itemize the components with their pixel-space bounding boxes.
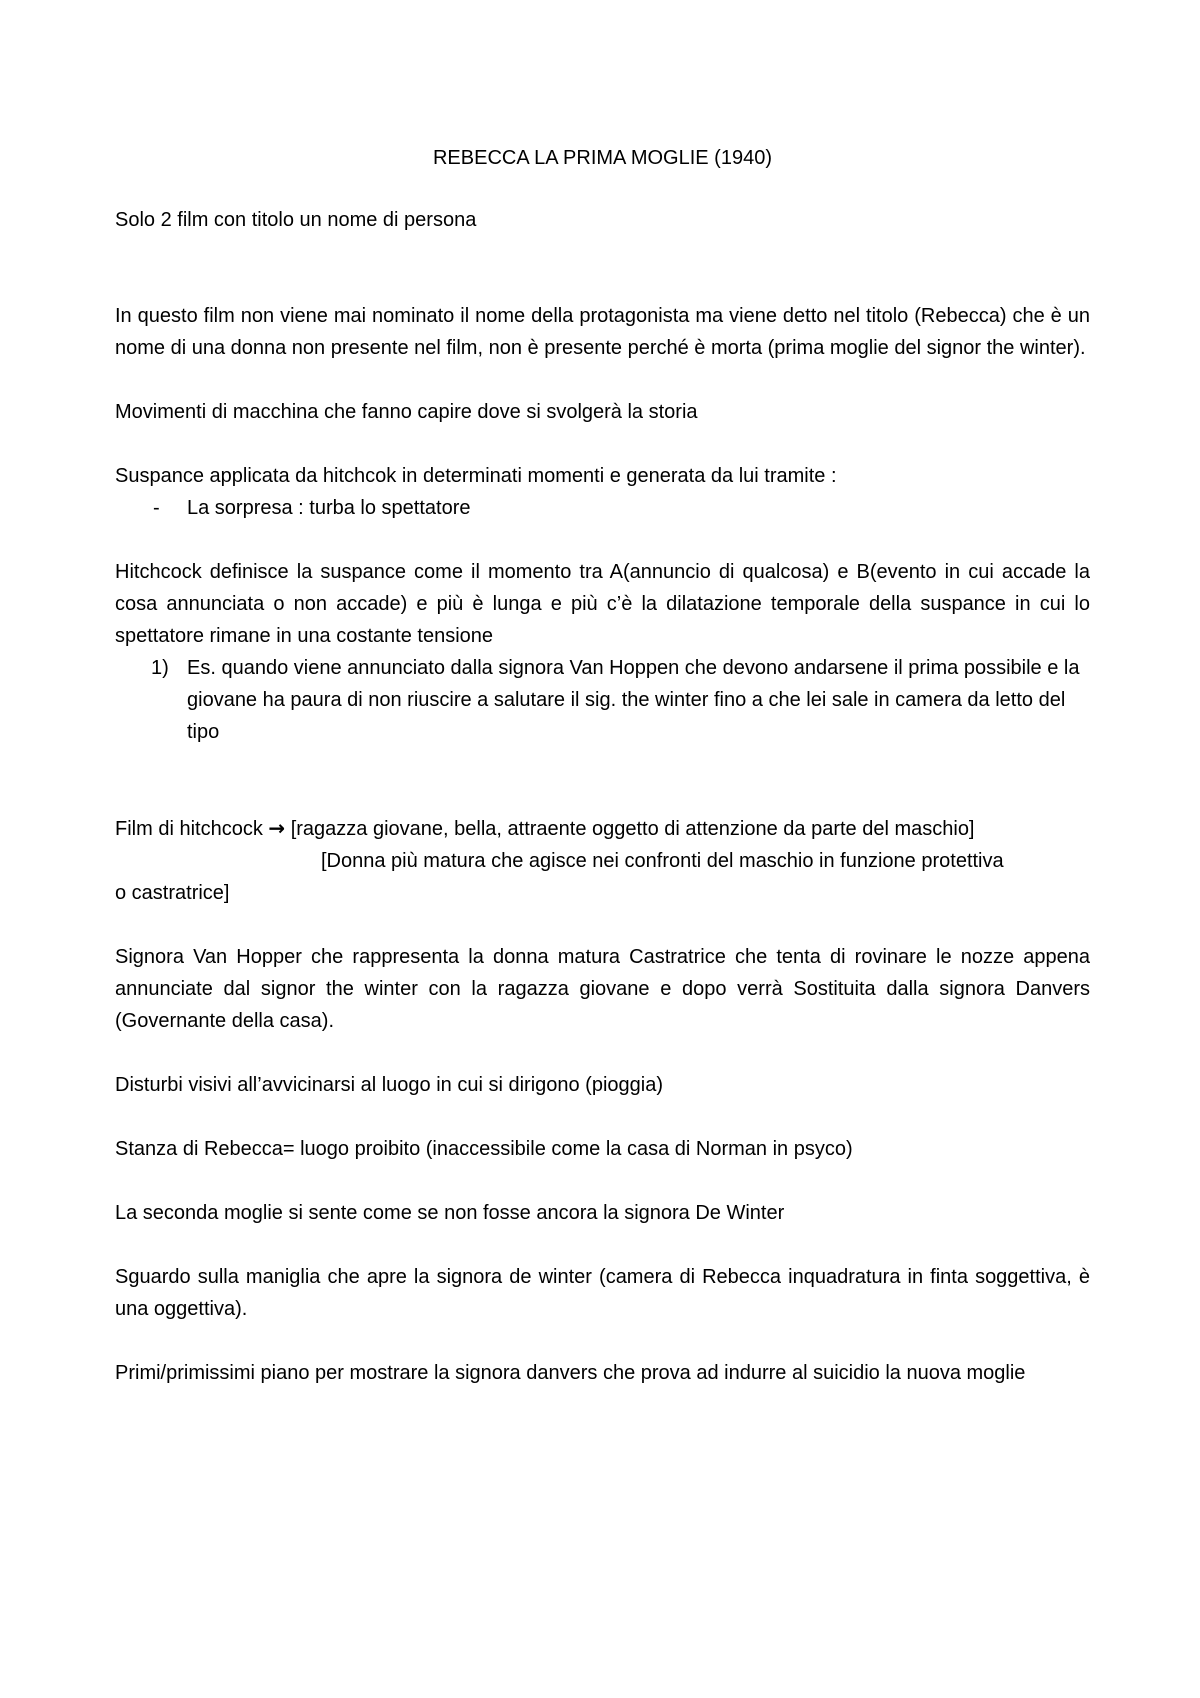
list-item-text: Es. quando viene annunciato dalla signora Van Hoppen che devono andarsene il prima possibile e la giovane ha paura di non riuscire a salutare il sig. the winter fino a che lei sale in camera da letto del tipo: [187, 657, 1080, 743]
document-body: [115, 142, 1090, 1421]
film-types-block: [115, 812, 1090, 909]
dash-list: [115, 492, 1090, 524]
paragraph-protagonist: In questo film non viene mai nominato il nome della protagonista ma viene detto nel titolo (Rebecca) che è un nome di una donna non presente nel film, non è presente perché è morta (prima moglie del signor the winter).: [115, 305, 1090, 359]
right-arrow-icon: →: [268, 816, 286, 840]
list-item: [115, 492, 1090, 524]
document-title: REBECCA LA PRIMA MOGLIE (1940): [432, 147, 772, 169]
paragraph-van-hopper: Signora Van Hopper che rappresenta la donna matura Castratrice che tenta di rovinare le nozze appena annunciate dal signor the winter con la ragazza giovane e dopo verrà Sostituita dalla signora Danvers (Governante della casa).: [115, 946, 1090, 1032]
paragraph-suspance-intro: Suspance applicata da hitchcok in determinati momenti e generata da lui tramite :: [115, 465, 837, 487]
numbered-list: [115, 652, 1090, 748]
list-marker: -: [153, 497, 160, 519]
paragraph-film-titles: Solo 2 film con titolo un nome di persona: [115, 209, 477, 231]
paragraph-close-ups: Primi/primissimi piano per mostrare la signora danvers che prova ad indurre al suicidio la nuova moglie: [115, 1362, 1026, 1384]
film-type-mature-woman-end: o castratrice]: [115, 882, 230, 904]
paragraph-camera-movements: Movimenti di macchina che fanno capire dove si svolgerà la storia: [115, 401, 698, 423]
paragraph-door-handle: Sguardo sulla maniglia che apre la signora de winter (camera di Rebecca inquadratura in finta soggettiva, è una oggettiva).: [115, 1266, 1090, 1320]
paragraph-visual-disturbances: Disturbi visivi all’avvicinarsi al luogo in cui si dirigono (pioggia): [115, 1074, 664, 1096]
paragraph-second-wife: La seconda moglie si sente come se non fosse ancora la signora De Winter: [115, 1202, 785, 1224]
list-item-text: La sorpresa : turba lo spettatore: [187, 497, 471, 519]
film-prefix: Film di hitchcock: [115, 818, 263, 840]
paragraph-suspance-definition: Hitchcock definisce la suspance come il momento tra A(annuncio di qualcosa) e B(evento in cui accade la cosa annunciata o non accade) e più è lunga e più c’è la dilatazione temporale della suspance in cui lo spettatore rimane in una costante tensione: [115, 561, 1090, 647]
list-marker: 1): [151, 657, 169, 679]
film-type-mature-woman: [Donna più matura che agisce nei confronti del maschio in funzione protettiva: [321, 850, 1004, 872]
film-type-young-woman: [ragazza giovane, bella, attraente oggetto di attenzione da parte del maschio]: [290, 818, 975, 840]
list-item: [115, 652, 1090, 748]
paragraph-rebecca-room: Stanza di Rebecca= luogo proibito (inaccessibile come la casa di Norman in psyco): [115, 1138, 853, 1160]
